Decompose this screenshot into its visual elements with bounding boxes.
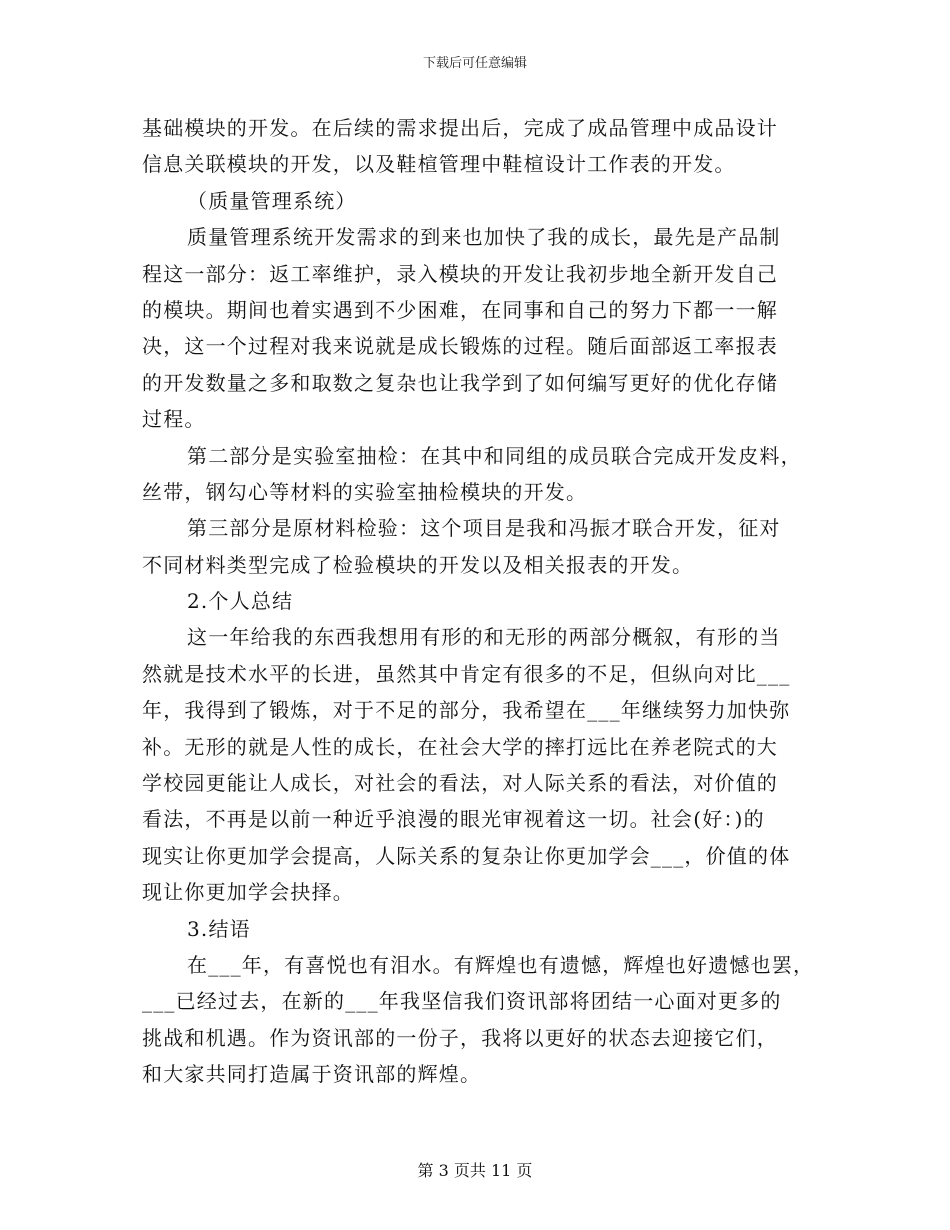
text-line-12: 第三部分是原材料检验：这个项目是我和冯振才联合开发，征对 [187, 516, 781, 541]
text-line-6: 的模块。期间也着实遇到不少困难，在同事和自己的努力下都一一解 [142, 297, 778, 322]
text-line-25: ___已经过去，在新的___年我坚信我们资讯部将团结一心面对更多的 [142, 989, 782, 1014]
text-line-1: 基础模块的开发。在后续的需求提出后，完成了成品管理中成品设计 [142, 116, 778, 140]
text-line-7: 决，这一个过程对我来说就是成长锻炼的过程。随后面部返工率报表 [142, 334, 778, 359]
text-line-20: 看法，不再是以前一种近乎浪漫的眼光审视着这一切。社会(好：)的 [142, 807, 765, 832]
text-line-11: 丝带，钢勾心等材料的实验室抽检模块的开发。 [142, 479, 588, 504]
text-line-2: 信息关联模块的开发，以及鞋楦管理中鞋楦设计工作表的开发。 [142, 152, 736, 177]
text-line-16: 然就是技术水平的长进，虽然其中肯定有很多的不足，但纵向对比___ [142, 661, 791, 686]
section-heading-conclusion: 3.结语 [187, 916, 251, 941]
text-line-10: 第二部分是实验室抽检：在其中和同组的成员联合完成开发皮料， [187, 443, 802, 468]
text-line-19: 学校园更能让人成长，对社会的看法，对人际关系的看法，对价值的 [142, 771, 778, 796]
page-number: 第 3 页共 11 页 [417, 1161, 533, 1180]
text-line-5: 程这一部分：返工率维护，录入模块的开发让我初步地全新开发自己 [142, 261, 778, 286]
text-line-8: 的开发数量之多和取数之复杂也让我学到了如何编写更好的优化存储 [142, 370, 778, 395]
document-body [142, 110, 832, 1093]
text-line-22: 现让你更加学会抉择。 [142, 880, 354, 905]
section-heading-quality-system: （质量管理系统） [187, 188, 357, 213]
text-line-9: 过程。 [142, 407, 206, 432]
page-header: 下载后可任意编辑 [422, 56, 527, 71]
text-line-24: 在___年，有喜悦也有泪水。有辉煌也有遗憾，辉煌也好遗憾也罢， [187, 952, 815, 977]
text-line-18: 补。无形的就是人性的成长，在社会大学的摔打远比在养老院式的大 [142, 734, 778, 759]
text-line-17: 年，我得到了锻炼，对于不足的部分，我希望在___年继续努力加快弥 [142, 698, 791, 723]
text-line-13: 不同材料类型完成了检验模块的开发以及相关报表的开发。 [142, 552, 694, 577]
text-line-21: 现实让你更加学会提高，人际关系的复杂让你更加学会___，价值的体 [142, 843, 791, 868]
text-line-4: 质量管理系统开发需求的到来也加快了我的成长，最先是产品制 [187, 225, 781, 250]
section-heading-personal-summary: 2.个人总结 [187, 589, 294, 614]
text-line-27: 和大家共同打造属于资讯部的辉煌。 [142, 1062, 482, 1087]
text-line-26: 挑战和机遇。作为资讯部的一份子，我将以更好的状态去迎接它们， [142, 1025, 778, 1050]
text-line-15: 这一年给我的东西我想用有形的和无形的两部分概叙，有形的当 [187, 625, 781, 650]
